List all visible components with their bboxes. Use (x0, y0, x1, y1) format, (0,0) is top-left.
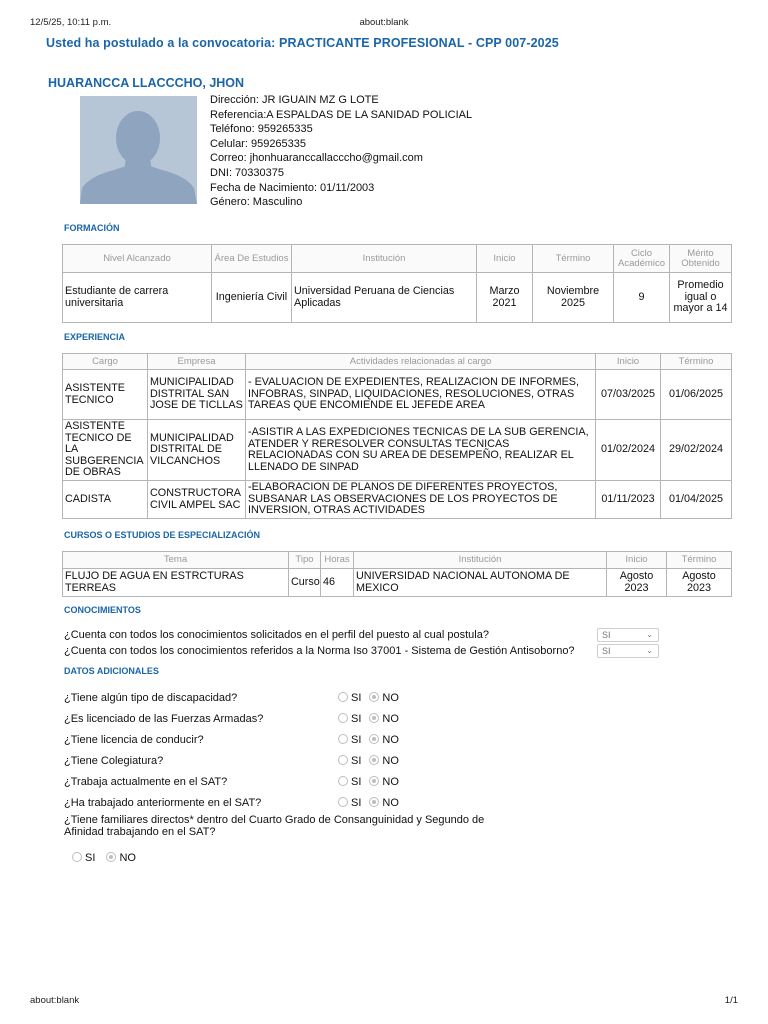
radio-option-si[interactable] (338, 734, 361, 746)
table-cell: Curso (289, 569, 321, 597)
radio-option-si[interactable] (338, 755, 361, 767)
radio-si[interactable] (338, 734, 348, 744)
additional-radio-group (338, 692, 407, 704)
familiares-question-line1: ¿Tiene familiares directos* dentro del Cuarto Grado de Consanguinidad y Segundo de (64, 814, 485, 826)
radio-si[interactable] (338, 797, 348, 807)
radio-label: SI (351, 692, 362, 704)
radio-label: NO (382, 713, 399, 725)
print-datetime: 12/5/25, 10:11 p.m. (30, 17, 112, 28)
radio-option-si[interactable] (338, 692, 361, 704)
radio-option-no[interactable] (369, 713, 399, 725)
radio-option-no[interactable] (369, 776, 399, 788)
table-cell: 01/04/2025 (661, 481, 732, 519)
radio-label: SI (351, 755, 362, 767)
table-cell: ASISTENTE TECNICO DE LA SUBGERENCIA DE OBRAS (63, 420, 148, 481)
column-header: Término (661, 354, 732, 370)
additional-radio-group (338, 755, 407, 767)
radio-no[interactable] (369, 797, 379, 807)
radio-option-si[interactable] (338, 776, 361, 788)
radio-option-no[interactable] (369, 797, 399, 809)
print-footer-url: about:blank (30, 995, 80, 1006)
print-footer (30, 995, 738, 1009)
table-row (63, 273, 732, 323)
table-cell: Ingeniería Civil (212, 273, 292, 323)
conocimientos-heading: CONOCIMIENTOS (64, 605, 141, 615)
table-row (63, 420, 732, 481)
knowledge-question-2: ¿Cuenta con todos los conocimientos referidos a la Norma Iso 37001 - Sistema de Gestión Antisoborno? (64, 645, 575, 657)
experiencia-heading: EXPERIENCIA (64, 332, 126, 342)
radio-si[interactable] (338, 713, 348, 723)
table-cell: Promedio igual o mayor a 14 (670, 273, 732, 323)
table-header-row (63, 354, 732, 370)
formacion-heading: FORMACIÓN (64, 223, 120, 233)
radio-option-si[interactable] (338, 797, 361, 809)
table-row (63, 370, 732, 420)
column-header: Término (533, 245, 614, 273)
table-cell: CADISTA (63, 481, 148, 519)
page-title: Usted ha postulado a la convocatoria: PRACTICANTE PROFESIONAL - CPP 007-2025 (46, 36, 559, 50)
chevron-down-icon: ⌄ (646, 646, 653, 655)
radio-label: SI (351, 776, 362, 788)
table-cell: ASISTENTE TECNICO (63, 370, 148, 420)
table-cell: Marzo 2021 (477, 273, 533, 323)
candidate-info (210, 93, 472, 210)
table-cell: 29/02/2024 (661, 420, 732, 481)
table-row (63, 481, 732, 519)
table-cell: 9 (614, 273, 670, 323)
radio-label: SI (351, 734, 362, 746)
column-header: Área De Estudios (212, 245, 292, 273)
column-header: Ciclo Académico (614, 245, 670, 273)
table-cell: UNIVERSIDAD NACIONAL AUTONOMA DE MEXICO (354, 569, 607, 597)
table-cell: 01/11/2023 (596, 481, 661, 519)
column-header: Tema (63, 552, 289, 569)
radio-si[interactable] (338, 692, 348, 702)
table-cell: 07/03/2025 (596, 370, 661, 420)
print-page-number: 1/1 (724, 995, 738, 1006)
table-cell: -ELABORACION DE PLANOS DE DIFERENTES PROYECTOS, SUBSANAR LAS OBSERVACIONES DE LOS PROYECTOS DE INVERSION, OTRAS ACTIVIDADES (246, 481, 596, 519)
radio-no[interactable] (369, 755, 379, 765)
column-header: Horas (321, 552, 354, 569)
table-cell: Universidad Peruana de Ciencias Aplicadas (292, 273, 477, 323)
table-cell: FLUJO DE AGUA EN ESTRCTURAS TERREAS (63, 569, 289, 597)
knowledge-select-1[interactable] (597, 628, 659, 642)
radio-label: SI (85, 852, 96, 864)
radio-si[interactable] (338, 776, 348, 786)
radio-no[interactable] (369, 713, 379, 723)
email-text: Correo: jhonhuaranccallacccho@gmail.com (210, 152, 423, 165)
table-cell: Noviembre 2025 (533, 273, 614, 323)
additional-question: ¿Es licenciado de las Fuerzas Armadas? (64, 713, 264, 725)
adicionales-heading: DATOS ADICIONALES (64, 666, 159, 676)
candidate-name: HUARANCCA LLACCCHO, JHON (48, 76, 245, 90)
additional-question: ¿Tiene algún tipo de discapacidad? (64, 692, 238, 704)
table-cell: CONSTRUCTORA CIVIL AMPEL SAC (148, 481, 246, 519)
radio-si[interactable] (72, 852, 82, 862)
table-cell: MUNICIPALIDAD DISTRITAL SAN JOSE DE TICLLAS (148, 370, 246, 420)
radio-option-si[interactable] (338, 713, 361, 725)
column-header: Institución (292, 245, 477, 273)
person-silhouette-icon (80, 96, 197, 204)
radio-label: SI (351, 797, 362, 809)
radio-no[interactable] (369, 776, 379, 786)
radio-option-no[interactable] (369, 755, 399, 767)
table-cell: 01/02/2024 (596, 420, 661, 481)
column-header: Inicio (596, 354, 661, 370)
additional-radio-group (338, 734, 407, 746)
table-cell: - EVALUACION DE EXPEDIENTES, REALIZACION DE INFORMES, INFOBRAS, SINPAD, LIQUIDACIONES, RESOLUCIONES, OTRAS TAREAS QUE ENCOMIENDE EL JEFEDE AREA (246, 370, 596, 420)
familiares-radio-group (72, 852, 144, 864)
knowledge-select-2[interactable] (597, 644, 659, 658)
table-cell: Estudiante de carrera universitaria (63, 273, 212, 323)
additional-radio-group (338, 797, 407, 809)
familiares-question-line2: Afinidad trabajando en el SAT? (64, 826, 216, 838)
radio-label: NO (119, 852, 136, 864)
reference-text: Referencia:A ESPALDAS DE LA SANIDAD POLICIAL (210, 108, 473, 121)
additional-radio-group (338, 776, 407, 788)
dni-text: DNI: 70330375 (210, 166, 284, 179)
column-header: Empresa (148, 354, 246, 370)
column-header: Término (667, 552, 732, 569)
select-value: SI (602, 646, 611, 656)
cursos-table (62, 551, 732, 597)
column-header: Tipo (289, 552, 321, 569)
radio-no[interactable] (369, 692, 379, 702)
radio-no[interactable] (106, 852, 116, 862)
cellphone-text: Celular: 959265335 (210, 137, 307, 150)
print-url: about:blank (359, 17, 409, 28)
knowledge-question-1: ¿Cuenta con todos los conocimientos solicitados en el perfil del puesto al cual postula? (64, 629, 489, 641)
radio-option-no[interactable] (369, 692, 399, 704)
table-header-row (63, 245, 732, 273)
print-header (30, 17, 738, 31)
select-value: SI (602, 630, 611, 640)
table-cell: MUNICIPALIDAD DISTRITAL DE VILCANCHOS (148, 420, 246, 481)
avatar (80, 96, 197, 204)
table-cell: Agosto 2023 (607, 569, 667, 597)
column-header: Cargo (63, 354, 148, 370)
additional-radio-group (338, 713, 407, 725)
column-header: Inicio (477, 245, 533, 273)
chevron-down-icon: ⌄ (646, 630, 653, 639)
additional-question: ¿Trabaja actualmente en el SAT? (64, 776, 228, 788)
radio-option-si[interactable] (72, 852, 95, 864)
formacion-table (62, 244, 732, 323)
experiencia-table (62, 353, 732, 519)
radio-label: NO (382, 692, 399, 704)
radio-option-no[interactable] (106, 852, 136, 864)
table-cell: Agosto 2023 (667, 569, 732, 597)
cursos-heading: CURSOS O ESTUDIOS DE ESPECIALIZACIÓN (64, 530, 261, 540)
additional-question: ¿Tiene licencia de conducir? (64, 734, 204, 746)
radio-option-no[interactable] (369, 734, 399, 746)
radio-label: NO (382, 776, 399, 788)
column-header: Nivel Alcanzado (63, 245, 212, 273)
radio-label: SI (351, 713, 362, 725)
radio-label: NO (382, 755, 399, 767)
table-cell: 01/06/2025 (661, 370, 732, 420)
table-cell: -ASISTIR A LAS EXPEDICIONES TECNICAS DE LA SUB GERENCIA, ATENDER Y RERESOLVER CONSULTAS TECNICAS RELACIONADAS CON SU AREA DE DESEMPEÑO, REALIZAR EL LLENADO DE SINPAD (246, 420, 596, 481)
phone-text: Teléfono: 959265335 (210, 123, 313, 136)
additional-question: ¿Ha trabajado anteriormente en el SAT? (64, 797, 262, 809)
column-header: Actividades relacionadas al cargo (246, 354, 596, 370)
radio-no[interactable] (369, 734, 379, 744)
address-text: Dirección: JR IGUAIN MZ G LOTE (210, 94, 379, 106)
column-header: Mérito Obtenido (670, 245, 732, 273)
gender-text: Género: Masculino (210, 196, 303, 209)
radio-label: NO (382, 734, 399, 746)
radio-label: NO (382, 797, 399, 809)
table-header-row (63, 552, 732, 569)
column-header: Inicio (607, 552, 667, 569)
birthdate-text: Fecha de Nacimiento: 01/11/2003 (210, 181, 375, 194)
radio-si[interactable] (338, 755, 348, 765)
additional-question: ¿Tiene Colegiatura? (64, 755, 164, 767)
column-header: Institución (354, 552, 607, 569)
table-row (63, 569, 732, 597)
table-cell: 46 (321, 569, 354, 597)
